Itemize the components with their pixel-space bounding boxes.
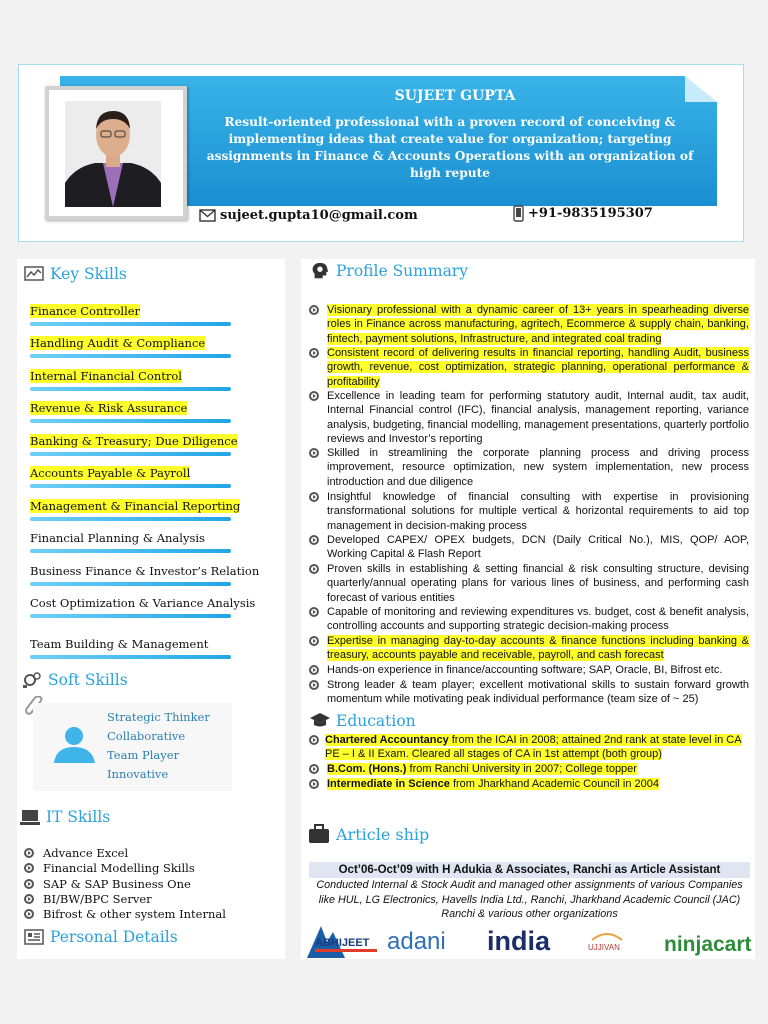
email-text: sujeet.gupta10@gmail.com (220, 208, 418, 223)
articleship-period: Oct’06-Oct’09 with H Adukia & Associates, Ranchi as Article Assistant (309, 862, 750, 878)
profile-summary-item (309, 490, 749, 533)
arrow-bullet-icon (309, 535, 319, 545)
graduation-cap-icon (310, 712, 330, 730)
arrow-bullet-icon (309, 448, 319, 458)
key-skill-bar (30, 387, 231, 391)
it-skills-heading: IT Skills (20, 808, 110, 826)
it-skill-label: BI/BW/BPC Server (43, 891, 152, 906)
profile-summary-text: Developed CAPEX/ OPEX budgets, DCN (Daily Critical No.), MIS, QOP/ AOP, Working Capital & Flash Report (327, 534, 749, 561)
profile-summary-item (309, 446, 749, 489)
logo-ujjivan-text: UJJIVAN (588, 943, 620, 952)
arrow-bullet-icon (24, 879, 34, 889)
profile-summary-heading: Profile Summary (310, 262, 468, 280)
key-skill-item (30, 336, 205, 350)
head-gear-icon (310, 262, 330, 280)
key-skill-label: Accounts Payable & Payroll (30, 466, 191, 480)
education-detail: from Jharkhand Academic Council in 2004 (449, 778, 660, 790)
chart-icon (24, 265, 44, 283)
key-skill-item (30, 596, 255, 610)
arrow-bullet-icon (24, 909, 34, 919)
key-skill-bar (30, 549, 231, 553)
arrow-bullet-icon (24, 848, 34, 858)
profile-summary-text: Hands-on experience in finance/accounting software; SAP, Oracle, BI, Bifrost etc. (327, 664, 723, 676)
it-skill-item (24, 892, 152, 906)
education-heading: Education (310, 712, 416, 730)
key-skills-heading: Key Skills (24, 265, 127, 283)
profile-summary-item (309, 389, 749, 446)
arrow-bullet-icon (24, 894, 34, 904)
articleship-heading: Article ship (308, 823, 429, 845)
education-item (309, 762, 749, 778)
briefcase-icon (308, 823, 330, 845)
profile-summary-item (309, 634, 749, 663)
logo-ujjivan (574, 928, 640, 958)
profile-summary-text: Skilled in streamlining the corporate planning process and driving process improvement, resource optimization, new system implementation, new process introduction and due diligence (327, 447, 749, 488)
key-skill-item (30, 369, 182, 383)
soft-skills-heading: Soft Skills (22, 671, 128, 689)
candidate-tagline: Result-oriented professional with a proven record of conceiving & implementing ideas that create value for organization; targeting assignments in Finance & Accounts Operations with an organization of high repute (206, 115, 694, 180)
envelope-icon (199, 209, 216, 222)
key-skill-label: Banking & Treasury; Due Diligence (30, 434, 238, 448)
soft-skill-item: Team Player (107, 748, 180, 762)
key-skill-label: Business Finance & Investor’s Relation (30, 564, 260, 578)
education-item (309, 777, 749, 793)
arrow-bullet-icon (309, 665, 319, 675)
logo-adani: adani (387, 928, 446, 955)
key-skill-label: Team Building & Management (30, 637, 209, 651)
profile-summary-text: Consistent record of delivering results in financial reporting, handling Audit, business growth, revenue, cost optimization, strategic planning, operational performance & profitability (327, 347, 749, 388)
profile-summary-item (309, 346, 749, 389)
profile-summary-item (309, 678, 749, 707)
key-skill-label: Financial Planning & Analysis (30, 531, 205, 545)
it-skill-item (24, 907, 226, 921)
arrow-bullet-icon (309, 779, 319, 789)
key-skill-item (30, 564, 259, 578)
phone-text: +91-9835195307 (528, 206, 653, 221)
arrow-bullet-icon (309, 607, 319, 617)
key-skill-item (30, 499, 240, 513)
key-skill-item (30, 637, 208, 651)
arrow-bullet-icon (309, 680, 319, 690)
key-skill-label: Cost Optimization & Variance Analysis (30, 596, 256, 610)
key-skill-bar (30, 582, 231, 586)
email-contact[interactable] (199, 208, 418, 223)
key-skill-item (30, 466, 190, 480)
logo-abhijeet (305, 922, 383, 960)
education-degree: B.Com. (Hons.) (327, 763, 407, 775)
mobile-phone-icon (513, 205, 524, 222)
person-silhouette-icon (52, 725, 97, 763)
logo-abhijeet-text: ABHIJEET (315, 937, 370, 949)
arrow-bullet-icon (309, 764, 319, 774)
arrow-bullet-icon (309, 391, 319, 401)
profile-summary-item (309, 605, 749, 634)
key-skill-label: Revenue & Risk Assurance (30, 401, 188, 415)
profile-summary-text: Strong leader & team player; excellent motivational skills to sustain forward growth momentum while motivating peak individual performance (team size of ~ 25) (327, 679, 749, 706)
it-skill-label: Advance Excel (43, 846, 129, 860)
personal-details-heading: Personal Details (24, 928, 178, 946)
it-skill-label: Financial Modelling Skills (43, 861, 195, 876)
arrow-bullet-icon (309, 636, 319, 646)
key-skill-item (30, 531, 205, 545)
arrow-bullet-icon (309, 492, 319, 502)
it-skill-label: SAP & SAP Business One (43, 876, 191, 891)
profile-photo (65, 101, 161, 207)
key-skill-label: Management & Financial Reporting (30, 499, 241, 513)
key-skill-bar (30, 517, 231, 521)
profile-summary-text: Insightful knowledge of financial consulting with expertise in provisioning transformational solutions for multiple vertical & horizontal requirements to aid top management in decision-making process (327, 491, 749, 532)
soft-skill-item: Collaborative (107, 729, 186, 743)
arrow-bullet-icon (309, 564, 319, 574)
arrow-bullet-icon (309, 348, 319, 358)
key-skill-bar (30, 419, 231, 423)
it-skill-item (24, 877, 191, 891)
key-skill-bar (30, 322, 231, 326)
key-skill-label: Finance Controller (30, 304, 141, 318)
profile-summary-text: Expertise in managing day-to-day accounts & finance functions including banking & treasury, accounts payable and receivable, payroll, and cash forecast (327, 635, 749, 662)
profile-summary-text: Visionary professional with a dynamic career of 13+ years in spearheading diverse roles in Finance across manufacturing, agritech, Ecommerce & supply chain, banking, fintech, payment solutions, Infrastructure, and integrated coal trading (327, 304, 749, 345)
phone-contact[interactable] (513, 205, 653, 222)
key-skill-label: Internal Financial Control (30, 369, 182, 383)
education-degree: Intermediate in Science (327, 778, 450, 790)
profile-summary-text: Capable of monitoring and reviewing expenditures vs. budget, cost & benefit analysis, controlling accounts and supporting strategic decision-making process (327, 606, 749, 633)
education-detail: from Ranchi University in 2007; College topper (406, 763, 637, 775)
logo-ninjacart: ninjacart (664, 933, 752, 956)
articleship-description: Conducted Internal & Stock Audit and managed other assignments of various Companies like HUL, LG Electronics, Havells India Ltd., Ranchi, Jharkhand Academic Council (JAC) Ranchi & various other organizations (316, 879, 743, 920)
education-item (309, 733, 749, 762)
key-skill-bar (30, 452, 231, 456)
profile-summary-text: Excellence in leading team for performing statutory audit, Internal audit, tax audit, Internal Financial control (IFC), financial analysis, management reporting, variance analysis, budgeting, financial modelling, management presentations, quarterly portfolio reviews and Investor’s reporting (327, 390, 749, 445)
profile-summary-item (309, 533, 749, 562)
id-card-icon (24, 928, 44, 946)
key-skill-item (30, 434, 238, 448)
key-skill-label: Handling Audit & Compliance (30, 336, 206, 350)
soft-skill-item: Strategic Thinker (107, 710, 210, 724)
it-skill-label: Bifrost & other system Internal (43, 907, 226, 922)
arrow-bullet-icon (24, 863, 34, 873)
key-skill-bar (30, 354, 231, 358)
gears-icon (22, 671, 42, 689)
key-skill-bar (30, 484, 231, 488)
profile-summary-item (309, 303, 749, 346)
education-degree: Chartered Accountancy (325, 734, 449, 746)
arrow-bullet-icon (309, 305, 319, 315)
profile-summary-text: Proven skills in establishing & setting financial & risk consulting structure, devising quarterly/annual operating plans for various lines of business, and performing cash forecast of various entities (327, 563, 749, 604)
candidate-name: SUJEET GUPTA (394, 88, 516, 104)
key-skill-item (30, 401, 187, 415)
soft-skill-item: Innovative (107, 767, 169, 781)
key-skill-bar (30, 655, 231, 659)
key-skill-bar (30, 614, 231, 618)
profile-summary-item (309, 562, 749, 605)
it-skill-item (24, 846, 128, 860)
logo-india: india (487, 926, 551, 956)
education-detail: from the ICAI in 2008; attained 2nd rank at state level in CA PE – I & II Exam. Cleared all stages of CA in 1st attempt (both group) (325, 734, 742, 761)
arrow-bullet-icon (309, 735, 319, 745)
laptop-icon (20, 808, 40, 826)
key-skill-item (30, 304, 140, 318)
profile-summary-item (309, 663, 749, 679)
it-skill-item (24, 861, 195, 875)
